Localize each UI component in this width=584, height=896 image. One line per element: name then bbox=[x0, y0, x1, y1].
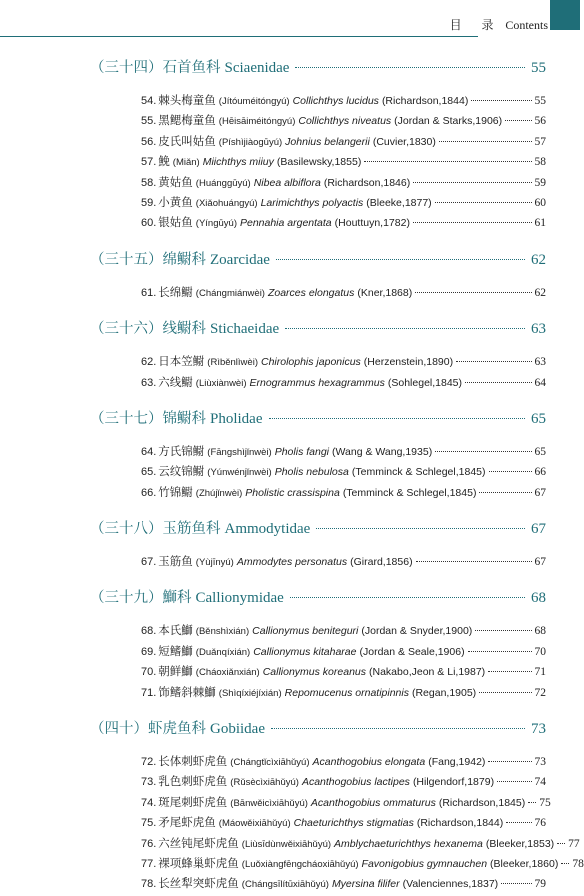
leader-dots bbox=[561, 863, 569, 864]
toc-entry[interactable] bbox=[0, 463, 580, 483]
entry-pinyin: (Fāngshìjǐnwèi) bbox=[207, 446, 272, 458]
entry-row bbox=[141, 875, 546, 895]
entry-chinese-name: 鮸 bbox=[158, 154, 170, 169]
entry-page-number: 58 bbox=[534, 156, 546, 169]
entry-scientific-name: Myersina filifer bbox=[331, 878, 400, 891]
toc-family-heading[interactable] bbox=[0, 517, 580, 543]
entry-scientific-name: Pennahia argentata bbox=[239, 217, 332, 230]
entry-scientific-name: Acanthogobius ommaturus bbox=[310, 796, 436, 809]
entry-chinese-name: 饰鳍斜棘鰤 bbox=[158, 684, 216, 699]
leader-dots bbox=[364, 161, 531, 162]
family-name: （三十八）玉筋鱼科 bbox=[90, 521, 221, 538]
entry-pinyin: (Yíngūyú) bbox=[195, 218, 237, 230]
entry-page-number: 70 bbox=[534, 645, 546, 658]
toc-entry[interactable] bbox=[0, 663, 580, 683]
family-sci-name: Pholidae bbox=[210, 410, 263, 427]
table-of-contents bbox=[0, 56, 584, 896]
toc-entry[interactable] bbox=[0, 174, 580, 194]
family-row bbox=[90, 248, 546, 274]
entry-chinese-name: 矛尾虾虎鱼 bbox=[158, 815, 216, 830]
leader-dots bbox=[497, 781, 531, 782]
entry-page-number: 67 bbox=[534, 486, 546, 499]
toc-family-heading[interactable] bbox=[0, 586, 580, 612]
entry-number: 61. bbox=[141, 286, 157, 299]
entry-author: (Hilgendorf,1879) bbox=[412, 776, 495, 789]
toc-entry[interactable] bbox=[0, 773, 580, 793]
entry-number: 72. bbox=[141, 756, 157, 769]
leader-dots bbox=[295, 67, 525, 68]
entry-page-number: 59 bbox=[534, 176, 546, 189]
entry-author: (Herzenstein,1890) bbox=[363, 356, 454, 369]
leader-dots bbox=[489, 471, 532, 472]
entry-pinyin: (Huánggūyú) bbox=[195, 177, 251, 189]
entry-number: 77. bbox=[141, 857, 157, 870]
toc-entry[interactable] bbox=[0, 835, 580, 855]
entry-number: 66. bbox=[141, 486, 157, 499]
entry-author: (Richardson,1844) bbox=[416, 817, 504, 830]
entry-chinese-name: 小黄鱼 bbox=[158, 194, 193, 209]
entry-number: 58. bbox=[141, 176, 157, 189]
family-sci-name: Gobiidae bbox=[210, 721, 265, 738]
entry-scientific-name: Callionymus beniteguri bbox=[252, 625, 359, 638]
toc-entry[interactable] bbox=[0, 875, 580, 895]
leader-dots bbox=[316, 528, 525, 529]
entry-page-number: 78 bbox=[572, 857, 584, 870]
family-page-number: 67 bbox=[531, 521, 546, 538]
entry-pinyin: (Hēisāiméitóngyú) bbox=[218, 116, 296, 128]
entry-pinyin: (Miǎn) bbox=[172, 157, 200, 169]
entry-pinyin: (Shìqíxiéjíxián) bbox=[218, 687, 282, 699]
family-sci-name: Sciaenidae bbox=[224, 60, 290, 76]
entry-pinyin: (Máowěixiāhǔyú) bbox=[218, 818, 291, 830]
entry-scientific-name: Callionymus kitaharae bbox=[253, 645, 357, 658]
entry-author: (Kner,1868) bbox=[357, 286, 413, 299]
entry-author: (Jordan & Snyder,1900) bbox=[361, 625, 473, 638]
family-sci-name: Zoarcidae bbox=[210, 251, 270, 268]
entry-author: (Jordan & Seale,1906) bbox=[359, 645, 465, 658]
entry-scientific-name: Nibea albiflora bbox=[253, 176, 321, 189]
entry-row bbox=[141, 553, 546, 573]
entry-page-number: 72 bbox=[534, 686, 546, 699]
entry-chinese-name: 银姑鱼 bbox=[158, 215, 193, 230]
entry-pinyin: (Duǎnqíxián) bbox=[195, 646, 251, 658]
entry-scientific-name: Repomucenus ornatipinnis bbox=[284, 686, 409, 699]
leader-dots bbox=[475, 630, 531, 631]
entry-author: (Nakabo,Jeon & Li,1987) bbox=[369, 666, 486, 679]
entry-chinese-name: 日本笠鳚 bbox=[158, 354, 205, 369]
leader-dots bbox=[465, 382, 531, 383]
entry-scientific-name: Ernogrammus hexagrammus bbox=[249, 376, 385, 389]
family-sci-name: Callionymidae bbox=[195, 590, 284, 607]
entry-number: 69. bbox=[141, 645, 157, 658]
leader-dots bbox=[269, 418, 526, 419]
leader-dots bbox=[413, 182, 531, 183]
entry-author: (Richardson,1845) bbox=[438, 796, 526, 809]
entry-pinyin: (Rǔsècìxiāhǔyú) bbox=[230, 777, 299, 789]
entry-row bbox=[141, 194, 546, 214]
entry-row bbox=[141, 92, 546, 112]
entry-pinyin: (Píshìjiàogūyú) bbox=[218, 136, 283, 148]
entry-scientific-name: Zoarces elongatus bbox=[267, 286, 355, 299]
entry-chinese-name: 云纹锦鳚 bbox=[158, 464, 205, 479]
entry-chinese-name: 黄姑鱼 bbox=[158, 174, 193, 189]
header-title-cn: 目 录 bbox=[449, 18, 502, 32]
entry-chinese-name: 玉筋鱼 bbox=[158, 554, 193, 569]
toc-entry[interactable] bbox=[0, 214, 580, 234]
entry-row bbox=[141, 663, 546, 683]
entry-page-number: 60 bbox=[534, 196, 546, 209]
entry-page-number: 73 bbox=[534, 756, 546, 769]
entry-pinyin: (Chángsīlítūxiāhǔyú) bbox=[241, 879, 329, 891]
entry-scientific-name: Collichthys lucidus bbox=[292, 95, 379, 107]
entry-scientific-name: Miichthys miiuy bbox=[202, 156, 274, 169]
leader-dots bbox=[439, 141, 532, 142]
entry-chinese-name: 本氏鰤 bbox=[158, 623, 193, 638]
entry-scientific-name: Amblychaeturichthys hexanema bbox=[334, 837, 483, 850]
family-page-number: 62 bbox=[531, 251, 546, 268]
entry-row bbox=[141, 753, 546, 773]
entry-page-number: 61 bbox=[534, 217, 546, 230]
entry-author: (Bleeker,1860) bbox=[490, 857, 559, 870]
entry-scientific-name: Favonigobius gymnauchen bbox=[361, 857, 488, 870]
entry-scientific-name: Larimichthys polyactis bbox=[260, 196, 364, 209]
family-sci-name: Stichaeidae bbox=[210, 321, 280, 338]
entry-scientific-name: Acanthogobius lactipes bbox=[301, 776, 410, 789]
entry-row bbox=[141, 643, 546, 663]
entry-scientific-name: Pholis nebulosa bbox=[274, 466, 349, 479]
entry-pinyin: (Bānwěicìxiāhǔyú) bbox=[230, 797, 308, 809]
toc-family-heading[interactable] bbox=[0, 407, 580, 433]
entry-chinese-name: 长丝犁突虾虎鱼 bbox=[158, 876, 239, 891]
entry-page-number: 63 bbox=[534, 356, 546, 369]
entry-pinyin: (Zhújǐnwèi) bbox=[195, 487, 243, 499]
entry-page-number: 57 bbox=[534, 135, 546, 148]
entry-number: 74. bbox=[141, 796, 157, 809]
entry-author: (Houttuyn,1782) bbox=[334, 217, 410, 230]
entry-page-number: 56 bbox=[534, 115, 546, 128]
leader-dots bbox=[413, 222, 532, 223]
entry-author: (Bleeker,1853) bbox=[485, 837, 555, 850]
toc-entry[interactable] bbox=[0, 814, 580, 834]
entry-number: 62. bbox=[141, 356, 157, 369]
entry-author: (Basilewsky,1855) bbox=[276, 156, 362, 169]
entry-number: 65. bbox=[141, 466, 157, 479]
entry-row bbox=[141, 622, 546, 642]
leader-dots bbox=[479, 492, 531, 493]
entry-page-number: 65 bbox=[534, 445, 546, 458]
entry-number: 64. bbox=[141, 445, 157, 458]
header-rule bbox=[0, 36, 478, 37]
family-row bbox=[90, 317, 546, 343]
entry-chinese-name: 棘头梅童鱼 bbox=[158, 93, 216, 107]
entry-page-number: 64 bbox=[534, 376, 546, 389]
family-page-number: 73 bbox=[531, 721, 546, 738]
entry-page-number: 67 bbox=[534, 556, 546, 569]
entry-page-number: 79 bbox=[534, 878, 546, 891]
entry-pinyin: (Běnshìxián) bbox=[195, 626, 250, 638]
entry-page-number: 74 bbox=[534, 776, 546, 789]
entry-row bbox=[141, 443, 546, 463]
leader-dots bbox=[501, 883, 531, 884]
family-name: （三十七）锦鳚科 bbox=[90, 410, 206, 427]
entry-scientific-name: Callionymus koreanus bbox=[262, 666, 367, 679]
toc-entry[interactable] bbox=[0, 794, 580, 814]
entry-scientific-name: Pholistic crassispina bbox=[245, 486, 340, 499]
entry-author: (Richardson,1846) bbox=[323, 176, 411, 189]
leader-dots bbox=[285, 328, 525, 329]
entry-page-number: 55 bbox=[534, 95, 546, 107]
entry-author: (Fang,1942) bbox=[428, 756, 486, 769]
entry-author: (Jordan & Starks,1906) bbox=[394, 115, 503, 128]
entry-author: (Regan,1905) bbox=[411, 686, 477, 699]
entry-pinyin: (Xiǎohuángyú) bbox=[195, 197, 258, 209]
entry-chinese-name: 六线鳚 bbox=[158, 374, 193, 389]
entry-number: 55. bbox=[141, 115, 157, 128]
family-name: （四十）虾虎鱼科 bbox=[90, 721, 206, 738]
entry-pinyin: (Luǒxiàngfēngcháoxiāhǔyú) bbox=[241, 858, 359, 870]
entry-row bbox=[141, 484, 546, 504]
entry-row bbox=[141, 112, 546, 132]
entry-scientific-name: Chaeturichthys stigmatias bbox=[293, 817, 414, 830]
entry-chinese-name: 竹锦鳚 bbox=[158, 484, 193, 499]
toc-entry[interactable] bbox=[0, 153, 580, 173]
toc-entry[interactable] bbox=[0, 553, 580, 573]
entry-number: 63. bbox=[141, 376, 157, 389]
entry-chinese-name: 六丝钝尾虾虎鱼 bbox=[158, 835, 239, 850]
toc-entry[interactable] bbox=[0, 753, 580, 773]
entry-author: (Wang & Wang,1935) bbox=[332, 445, 433, 458]
toc-entry[interactable] bbox=[0, 353, 580, 373]
entry-chinese-name: 长体刺虾虎鱼 bbox=[158, 754, 228, 769]
entry-number: 54. bbox=[141, 95, 157, 107]
family-row bbox=[90, 717, 546, 743]
family-page-number: 65 bbox=[531, 410, 546, 427]
leader-dots bbox=[471, 100, 531, 101]
leader-dots bbox=[290, 597, 525, 598]
entry-scientific-name: Chirolophis japonicus bbox=[260, 356, 361, 369]
entry-row bbox=[141, 353, 546, 373]
entry-page-number: 66 bbox=[534, 466, 546, 479]
entry-scientific-name: Ammodytes personatus bbox=[236, 556, 348, 569]
leader-dots bbox=[468, 651, 532, 652]
entry-page-number: 75 bbox=[539, 796, 551, 809]
toc-entry[interactable] bbox=[0, 284, 580, 304]
entry-number: 73. bbox=[141, 776, 157, 789]
toc-entry[interactable] bbox=[0, 684, 580, 704]
toc-family-heading[interactable] bbox=[0, 317, 580, 343]
entry-number: 59. bbox=[141, 196, 157, 209]
entry-row bbox=[141, 214, 546, 234]
leader-dots bbox=[456, 361, 531, 362]
entry-number: 57. bbox=[141, 156, 157, 169]
family-row bbox=[90, 407, 546, 433]
leader-dots bbox=[415, 292, 531, 293]
entry-page-number: 68 bbox=[534, 625, 546, 638]
toc-family-heading[interactable] bbox=[0, 717, 580, 743]
entry-pinyin: (Chángmiánwèi) bbox=[195, 287, 265, 299]
entry-row bbox=[141, 794, 551, 814]
leader-dots bbox=[505, 120, 531, 121]
leader-dots bbox=[557, 843, 565, 844]
toc-entry[interactable] bbox=[0, 374, 580, 394]
entry-chinese-name: 斑尾刺虾虎鱼 bbox=[158, 794, 228, 809]
entry-pinyin: (Rìběnlìwèi) bbox=[207, 357, 258, 369]
entry-row bbox=[141, 814, 546, 834]
leader-dots bbox=[276, 259, 525, 260]
entry-pinyin: (Jítóuméitóngyú) bbox=[218, 96, 290, 107]
toc-family-heading[interactable] bbox=[0, 56, 580, 82]
leader-dots bbox=[435, 451, 531, 452]
entry-chinese-name: 黑鳃梅童鱼 bbox=[158, 113, 216, 128]
entry-number: 60. bbox=[141, 217, 157, 230]
leader-dots bbox=[528, 802, 536, 803]
toc-entry[interactable] bbox=[0, 484, 580, 504]
entry-page-number: 71 bbox=[534, 666, 546, 679]
entry-pinyin: (Cháoxiǎnxián) bbox=[195, 667, 260, 679]
entry-chinese-name: 乳色刺虾虎鱼 bbox=[158, 774, 228, 789]
leader-dots bbox=[416, 561, 532, 562]
entry-scientific-name: Collichthys niveatus bbox=[298, 115, 392, 128]
family-name: （三十四）石首鱼科 bbox=[90, 60, 221, 76]
toc-entry[interactable] bbox=[0, 643, 580, 663]
toc-entry[interactable] bbox=[0, 112, 580, 132]
entry-scientific-name: Johnius belangerii bbox=[285, 135, 370, 148]
leader-dots bbox=[435, 202, 532, 203]
entry-pinyin: (Yúnwénjǐnwèi) bbox=[207, 467, 272, 479]
entry-number: 67. bbox=[141, 556, 157, 569]
entry-author: (Richardson,1844) bbox=[381, 95, 469, 107]
entry-pinyin: (Liùsīdùnwěixiāhǔyú) bbox=[241, 838, 332, 850]
family-name: （三十五）绵鳚科 bbox=[90, 251, 206, 268]
entry-row bbox=[141, 153, 546, 173]
entry-row bbox=[141, 174, 546, 194]
entry-number: 78. bbox=[141, 878, 157, 891]
toc-entry[interactable] bbox=[0, 92, 580, 112]
toc-entry[interactable] bbox=[0, 133, 580, 153]
leader-dots bbox=[479, 692, 531, 693]
family-row bbox=[90, 56, 546, 82]
leader-dots bbox=[271, 728, 525, 729]
entry-author: (Temminck & Schlegel,1845) bbox=[351, 466, 486, 479]
entry-number: 75. bbox=[141, 817, 157, 830]
entry-chinese-name: 朝鲜鰤 bbox=[158, 664, 193, 679]
header-title bbox=[450, 16, 548, 33]
family-page-number: 55 bbox=[531, 60, 546, 76]
entry-row bbox=[141, 855, 584, 875]
entry-pinyin: (Liùxiànwèi) bbox=[195, 377, 247, 389]
entry-number: 68. bbox=[141, 625, 157, 638]
leader-dots bbox=[488, 671, 531, 672]
entry-page-number: 76 bbox=[534, 817, 546, 830]
entry-chinese-name: 长绵鳚 bbox=[158, 284, 193, 299]
entry-row bbox=[141, 773, 546, 793]
entry-author: (Valenciennes,1837) bbox=[402, 878, 499, 891]
entry-chinese-name: 短鳍鰤 bbox=[158, 643, 193, 658]
entry-chinese-name: 裸项蜂巢虾虎鱼 bbox=[158, 855, 239, 870]
family-page-number: 68 bbox=[531, 590, 546, 607]
header-title-en: Contents bbox=[505, 18, 548, 32]
leader-dots bbox=[506, 822, 531, 823]
entry-author: (Girard,1856) bbox=[350, 556, 413, 569]
toc-entry[interactable] bbox=[0, 622, 580, 642]
family-name: （三十九）鰤科 bbox=[90, 590, 192, 607]
entry-page-number: 62 bbox=[534, 286, 546, 299]
entry-row bbox=[141, 374, 546, 394]
entry-pinyin: (Chángtǐcìxiāhǔyú) bbox=[230, 757, 310, 769]
entry-chinese-name: 皮氏叫姑鱼 bbox=[158, 133, 216, 148]
entry-scientific-name: Acanthogobius elongata bbox=[312, 756, 426, 769]
entry-number: 56. bbox=[141, 135, 157, 148]
entry-row bbox=[141, 463, 546, 483]
entry-pinyin: (Yùjīnyú) bbox=[195, 557, 234, 569]
entry-number: 76. bbox=[141, 837, 157, 850]
entry-row bbox=[141, 835, 580, 855]
family-row bbox=[90, 517, 546, 543]
toc-entry[interactable] bbox=[0, 855, 584, 875]
entry-row bbox=[141, 284, 546, 304]
family-row bbox=[90, 586, 546, 612]
entry-number: 70. bbox=[141, 666, 157, 679]
entry-row bbox=[141, 133, 546, 153]
family-page-number: 63 bbox=[531, 321, 546, 338]
entry-author: (Cuvier,1830) bbox=[372, 135, 436, 148]
family-name: （三十六）线鳚科 bbox=[90, 321, 206, 338]
leader-dots bbox=[488, 761, 531, 762]
entry-author: (Bleeke,1877) bbox=[366, 196, 432, 209]
entry-number: 71. bbox=[141, 686, 157, 699]
entry-author: (Sohlegel,1845) bbox=[387, 376, 463, 389]
page-header bbox=[0, 14, 580, 36]
entry-scientific-name: Pholis fangi bbox=[274, 445, 330, 458]
toc-family-heading[interactable] bbox=[0, 248, 580, 274]
header-corner-tab bbox=[550, 0, 580, 30]
toc-entry[interactable] bbox=[0, 443, 580, 463]
toc-entry[interactable] bbox=[0, 194, 580, 214]
entry-row bbox=[141, 684, 546, 704]
family-sci-name: Ammodytidae bbox=[224, 521, 311, 538]
entry-author: (Temminck & Schlegel,1845) bbox=[342, 486, 477, 499]
entry-chinese-name: 方氏锦鳚 bbox=[158, 443, 205, 458]
entry-page-number: 77 bbox=[568, 837, 580, 850]
